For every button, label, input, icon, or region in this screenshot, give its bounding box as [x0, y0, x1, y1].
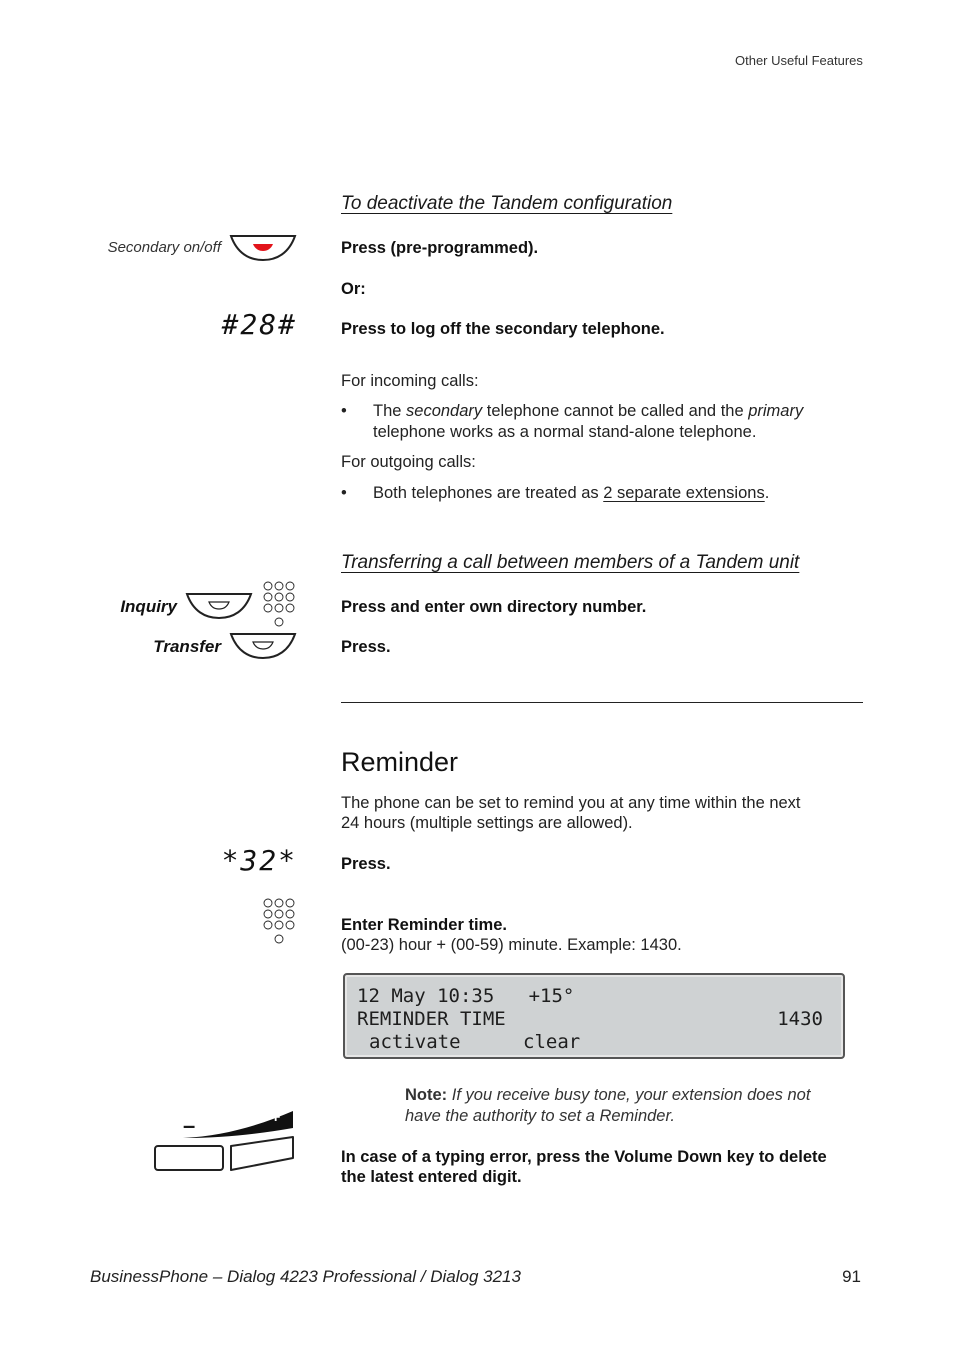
secondary-on-off-label: Secondary on/off: [107, 239, 221, 256]
volume-down-key[interactable]: –: [183, 1113, 196, 1138]
bullet-dot-2: •: [341, 484, 347, 502]
inquiry-label: Inquiry: [120, 597, 177, 616]
note-label: Note:: [405, 1086, 448, 1104]
note-line-1: [405, 1085, 810, 1106]
press-logoff-text: Press to log off the secondary telephone.: [341, 320, 665, 338]
footer-title: BusinessPhone – Dialog 4223 Professional / Dialog 3213: [90, 1267, 521, 1286]
lcd-softkey-clear[interactable]: clear: [523, 1031, 581, 1053]
running-header: Other Useful Features: [735, 53, 863, 68]
incoming-bullet-primary: primary: [748, 402, 804, 420]
lcd-display: [343, 973, 845, 1059]
reminder-heading: Reminder: [341, 747, 459, 777]
transfer-key-icon[interactable]: [229, 631, 297, 661]
outgoing-bullet: [373, 483, 769, 504]
incoming-bullet-secondary: secondary: [406, 402, 483, 420]
secondary-key-icon[interactable]: [229, 233, 297, 263]
outgoing-bullet-part2: .: [764, 484, 770, 502]
outgoing-intro: For outgoing calls:: [341, 453, 476, 471]
section-title-deactivate: To deactivate the Tandem configuration: [341, 193, 673, 214]
incoming-intro: For incoming calls:: [341, 372, 479, 390]
press-preprogrammed-text: Press (pre-programmed).: [341, 239, 539, 257]
reminder-intro-1: The phone can be set to remind you at any time within the next: [341, 794, 801, 812]
section-title-transfer: Transferring a call between members of a Tandem unit: [341, 552, 800, 573]
page-number: 91: [842, 1267, 861, 1286]
lcd-softkey-activate[interactable]: activate: [369, 1031, 461, 1053]
outgoing-bullet-part1: Both telephones are treated as: [373, 484, 604, 502]
typing-error-1: In case of a typing error, press the Volume Down key to delete: [341, 1148, 827, 1166]
volume-up-key[interactable]: +: [271, 1109, 281, 1126]
time-format-text: (00-23) hour + (00-59) minute. Example: 1430.: [341, 936, 682, 954]
incoming-bullet-part3: telephone works as a normal stand-alone telephone.: [373, 423, 757, 441]
lcd-line-2-label: REMINDER TIME: [357, 1008, 506, 1030]
note-text-2: have the authority to set a Reminder.: [405, 1107, 675, 1125]
enter-time-text: Enter Reminder time.: [341, 916, 507, 934]
or-text: Or:: [341, 280, 366, 298]
incoming-bullet: [373, 401, 863, 443]
typing-error-2: the latest entered digit.: [341, 1168, 522, 1186]
transfer-text: Press.: [341, 638, 391, 656]
separate-extensions-link[interactable]: 2 separate extensions: [603, 484, 765, 502]
incoming-bullet-part2: telephone cannot be called and the: [482, 402, 749, 420]
note-text-1: If you receive busy tone, your extension does not: [451, 1086, 811, 1104]
lcd-line-2-value: 1430: [777, 1008, 823, 1030]
keypad-icon-2: [261, 897, 297, 945]
code-32: *32*: [221, 844, 297, 877]
reminder-intro-2: 24 hours (multiple settings are allowed).: [341, 814, 633, 832]
section-divider: [341, 702, 863, 703]
bullet-dot: •: [341, 402, 347, 420]
note-line-2: [405, 1106, 675, 1127]
reminder-press-text: Press.: [341, 855, 391, 873]
lcd-line-1: 12 May 10:35 +15°: [357, 985, 575, 1007]
incoming-bullet-part1: The: [373, 402, 407, 420]
inquiry-key-icon[interactable]: [185, 591, 253, 621]
inquiry-text: Press and enter own directory number.: [341, 598, 647, 616]
transfer-label: Transfer: [153, 637, 221, 656]
volume-keys: [153, 1108, 298, 1173]
code-28: #28#: [221, 308, 297, 341]
keypad-icon: [261, 580, 297, 628]
